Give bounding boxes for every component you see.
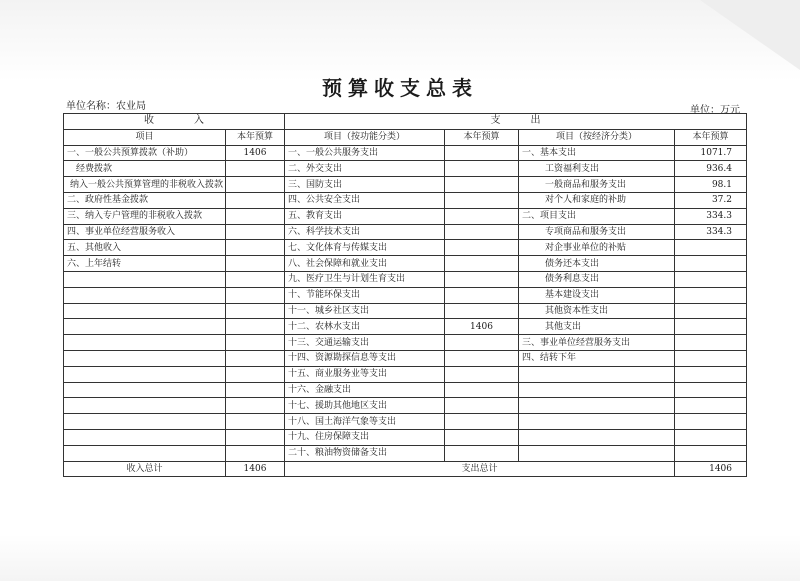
func-item-cell: 三、国防支出 — [285, 177, 445, 193]
income-item-cell — [64, 287, 226, 303]
table-row — [64, 208, 747, 224]
econ-budget-cell: 1071.7 — [675, 145, 747, 161]
econ-budget-cell — [675, 240, 747, 256]
expense-header: 支 出 — [285, 114, 747, 130]
econ-budget-cell: 334.3 — [675, 224, 747, 240]
income-budget-cell — [226, 414, 285, 430]
econ-budget-cell — [675, 287, 747, 303]
econ-item-cell — [519, 445, 675, 461]
table-row — [64, 303, 747, 319]
income-item-cell: 四、事业单位经营服务收入 — [64, 224, 226, 240]
table-row — [64, 256, 747, 272]
func-item-cell: 二十、粮油物资储备支出 — [285, 445, 445, 461]
func-item-cell: 六、科学技术支出 — [285, 224, 445, 240]
income-budget-cell — [226, 177, 285, 193]
func-budget-cell — [445, 414, 519, 430]
econ-item-cell — [519, 382, 675, 398]
table-row — [64, 398, 747, 414]
table-row — [64, 382, 747, 398]
table-row — [64, 240, 747, 256]
econ-budget-cell — [675, 350, 747, 366]
income-item-cell — [64, 350, 226, 366]
unit-measure: 单位：万元 — [690, 105, 740, 116]
func-budget-cell — [445, 208, 519, 224]
func-item-cell: 十五、商业服务业等支出 — [285, 366, 445, 382]
income-item-cell — [64, 398, 226, 414]
income-budget-cell — [226, 161, 285, 177]
total-expense-value: 1406 — [675, 461, 747, 477]
func-budget-cell — [445, 382, 519, 398]
col-budget-header: 本年预算 — [226, 129, 285, 145]
func-item-cell: 二、外交支出 — [285, 161, 445, 177]
func-budget-cell: 1406 — [445, 319, 519, 335]
econ-budget-cell — [675, 256, 747, 272]
func-budget-cell — [445, 350, 519, 366]
income-budget-cell — [226, 240, 285, 256]
econ-item-cell — [519, 414, 675, 430]
econ-item-cell: 专项商品和服务支出 — [519, 224, 675, 240]
total-expense-label: 支出总计 — [285, 461, 675, 477]
func-budget-cell — [445, 161, 519, 177]
income-budget-cell — [226, 319, 285, 335]
econ-item-cell: 对个人和家庭的补助 — [519, 192, 675, 208]
econ-item-cell: 一、基本支出 — [519, 145, 675, 161]
econ-budget-cell — [675, 271, 747, 287]
econ-item-cell: 对企事业单位的补贴 — [519, 240, 675, 256]
econ-budget-cell — [675, 319, 747, 335]
func-item-cell: 十一、城乡社区支出 — [285, 303, 445, 319]
col-econ-header: 项目（按经济分类） — [519, 129, 675, 145]
table-row — [64, 145, 747, 161]
func-item-cell: 九、医疗卫生与计划生育支出 — [285, 271, 445, 287]
econ-item-cell — [519, 398, 675, 414]
income-item-cell — [64, 335, 226, 351]
income-budget-cell — [226, 287, 285, 303]
econ-item-cell: 其他支出 — [519, 319, 675, 335]
income-item-cell — [64, 366, 226, 382]
income-header: 收 入 — [64, 114, 285, 130]
income-item-cell — [64, 303, 226, 319]
econ-item-cell: 债务还本支出 — [519, 256, 675, 272]
func-item-cell: 十、节能环保支出 — [285, 287, 445, 303]
func-budget-cell — [445, 445, 519, 461]
income-item-cell — [64, 445, 226, 461]
income-item-cell: 经费拨款 — [64, 161, 226, 177]
func-budget-cell — [445, 287, 519, 303]
func-item-cell: 五、教育支出 — [285, 208, 445, 224]
func-budget-cell — [445, 224, 519, 240]
func-budget-cell — [445, 429, 519, 445]
econ-item-cell: 三、事业单位经营服务支出 — [519, 335, 675, 351]
income-budget-cell — [226, 398, 285, 414]
income-budget-cell: 1406 — [226, 145, 285, 161]
income-budget-cell — [226, 303, 285, 319]
col-item-header: 项目 — [64, 129, 226, 145]
table-row — [64, 366, 747, 382]
income-budget-cell — [226, 335, 285, 351]
func-item-cell: 十二、农林水支出 — [285, 319, 445, 335]
income-item-cell: 一、一般公共预算拨款（补助） — [64, 145, 226, 161]
econ-budget-cell — [675, 445, 747, 461]
econ-budget-cell: 936.4 — [675, 161, 747, 177]
income-item-cell: 三、纳入专户管理的非税收入拨款 — [64, 208, 226, 224]
econ-item-cell: 债务利息支出 — [519, 271, 675, 287]
budget-table — [63, 113, 747, 477]
func-budget-cell — [445, 240, 519, 256]
econ-item-cell: 二、项目支出 — [519, 208, 675, 224]
econ-item-cell: 工资福利支出 — [519, 161, 675, 177]
func-item-cell: 七、文化体育与传媒支出 — [285, 240, 445, 256]
page-corner-fold — [700, 0, 800, 70]
unit-name: 单位名称：农业局 — [66, 101, 146, 112]
column-header-row — [64, 129, 747, 145]
table-row — [64, 161, 747, 177]
func-budget-cell — [445, 335, 519, 351]
income-item-cell: 二、政府性基金拨款 — [64, 192, 226, 208]
income-budget-cell — [226, 271, 285, 287]
table-row — [64, 429, 747, 445]
econ-budget-cell — [675, 398, 747, 414]
table-row — [64, 319, 747, 335]
income-budget-cell — [226, 208, 285, 224]
income-budget-cell — [226, 256, 285, 272]
econ-item-cell — [519, 366, 675, 382]
econ-budget-cell: 37.2 — [675, 192, 747, 208]
income-budget-cell — [226, 224, 285, 240]
income-budget-cell — [226, 429, 285, 445]
econ-budget-cell — [675, 382, 747, 398]
func-budget-cell — [445, 398, 519, 414]
table-row — [64, 271, 747, 287]
table-body — [64, 145, 747, 461]
func-item-cell: 十八、国土海洋气象等支出 — [285, 414, 445, 430]
col-budget3-header: 本年预算 — [675, 129, 747, 145]
table-row — [64, 224, 747, 240]
func-item-cell: 十六、金融支出 — [285, 382, 445, 398]
income-item-cell — [64, 319, 226, 335]
table-row — [64, 350, 747, 366]
table-row — [64, 335, 747, 351]
econ-budget-cell — [675, 429, 747, 445]
total-income-value: 1406 — [226, 461, 285, 477]
table-row — [64, 192, 747, 208]
income-item-cell — [64, 382, 226, 398]
econ-budget-cell: 334.3 — [675, 208, 747, 224]
total-income-label: 收入总计 — [64, 461, 226, 477]
econ-budget-cell — [675, 303, 747, 319]
income-budget-cell — [226, 192, 285, 208]
func-budget-cell — [445, 177, 519, 193]
table-row — [64, 287, 747, 303]
page-title: 预算收支总表 — [322, 76, 478, 100]
econ-budget-cell: 98.1 — [675, 177, 747, 193]
func-item-cell: 十七、援助其他地区支出 — [285, 398, 445, 414]
col-budget2-header: 本年预算 — [445, 129, 519, 145]
econ-item-cell: 四、结转下年 — [519, 350, 675, 366]
func-budget-cell — [445, 192, 519, 208]
func-budget-cell — [445, 145, 519, 161]
income-budget-cell — [226, 366, 285, 382]
income-item-cell — [64, 429, 226, 445]
income-item-cell — [64, 271, 226, 287]
func-item-cell: 十九、住房保障支出 — [285, 429, 445, 445]
table-row — [64, 414, 747, 430]
income-item-cell: 纳入一般公共预算管理的非税收入拨款 — [64, 177, 226, 193]
income-item-cell — [64, 414, 226, 430]
table-row — [64, 445, 747, 461]
func-budget-cell — [445, 256, 519, 272]
income-budget-cell — [226, 350, 285, 366]
group-header-row — [64, 114, 747, 130]
income-budget-cell — [226, 445, 285, 461]
econ-item-cell: 基本建设支出 — [519, 287, 675, 303]
func-budget-cell — [445, 271, 519, 287]
econ-budget-cell — [675, 366, 747, 382]
income-item-cell: 六、上年结转 — [64, 256, 226, 272]
func-budget-cell — [445, 366, 519, 382]
income-item-cell: 五、其他收入 — [64, 240, 226, 256]
econ-item-cell: 其他资本性支出 — [519, 303, 675, 319]
econ-item-cell: 一般商品和服务支出 — [519, 177, 675, 193]
total-row — [64, 461, 747, 477]
econ-item-cell — [519, 429, 675, 445]
econ-budget-cell — [675, 414, 747, 430]
income-budget-cell — [226, 382, 285, 398]
func-item-cell: 十四、资源勘探信息等支出 — [285, 350, 445, 366]
func-item-cell: 一、一般公共服务支出 — [285, 145, 445, 161]
func-item-cell: 四、公共安全支出 — [285, 192, 445, 208]
table-row — [64, 177, 747, 193]
func-item-cell: 八、社会保障和就业支出 — [285, 256, 445, 272]
econ-budget-cell — [675, 335, 747, 351]
func-item-cell: 十三、交通运输支出 — [285, 335, 445, 351]
func-budget-cell — [445, 303, 519, 319]
col-func-header: 项目（按功能分类） — [285, 129, 445, 145]
